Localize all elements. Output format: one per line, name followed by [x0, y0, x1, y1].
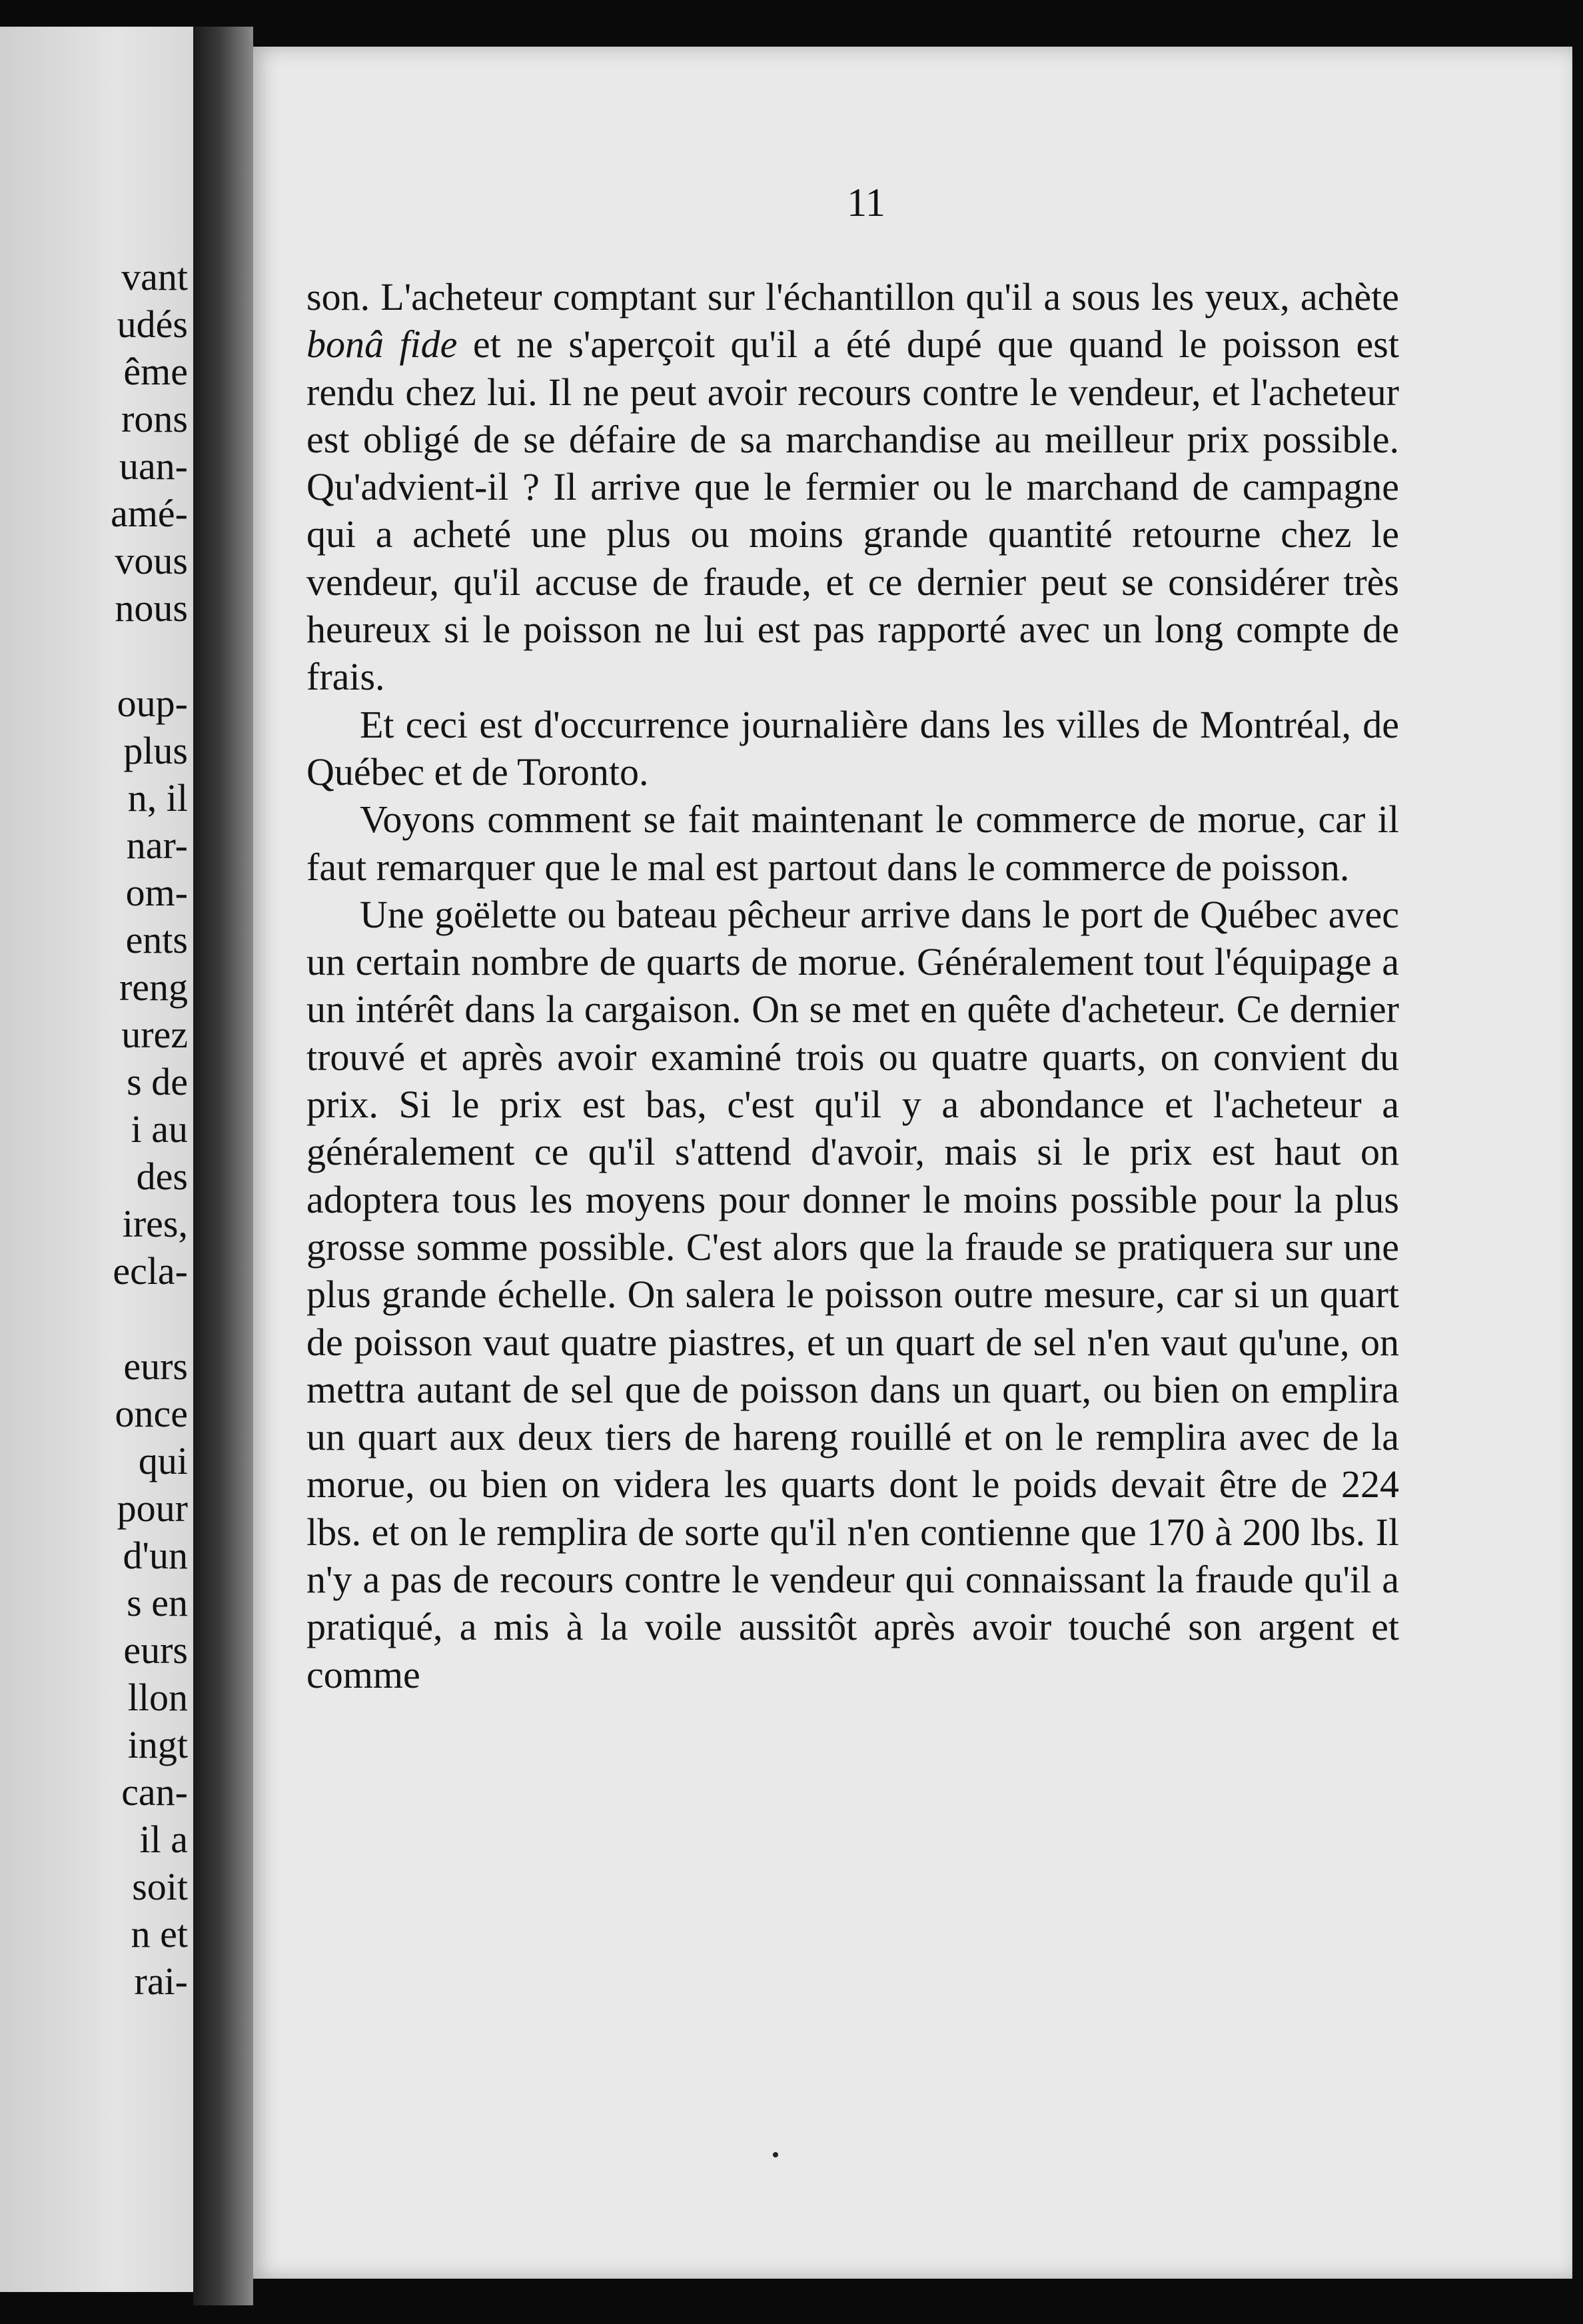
left-fragment: amé-	[111, 492, 188, 535]
paragraph-3: Voyons comment se fait maintenant le commerce de morue, car il faut remarquer que le mal est partout dans le commerce de poisson.	[306, 798, 1399, 889]
bottom-printer-mark	[773, 2152, 778, 2157]
left-fragment: uan-	[119, 444, 188, 488]
left-fragment: can-	[121, 1770, 188, 1814]
book-gutter	[193, 27, 253, 2305]
left-fragment: ingt	[127, 1723, 188, 1766]
paragraph-1	[306, 273, 1399, 701]
left-fragment: n, il	[127, 776, 188, 820]
left-fragment-gap	[111, 1295, 188, 1343]
paragraph-4: Une goëlette ou bateau pêcheur arrive dans le port de Québec avec un certain nombre de quarts de morue. Généralement tout l'équipage a un intérêt dans la cargaison. On se met en quête d'acheteur. Ce dernier trouvé et après avoir examiné trois ou quatre quarts, on convient du prix. Si le prix est bas, c'est qu'il y a abondance et l'acheteur a généralement ce qu'il s'attend d'avoir, mais si le prix est haut on adoptera tous les moyens pour donner le moins possible pour la plus grosse somme possible. C'est alors que la fraude se pratiquera sur une plus grande échelle. On salera le poisson outre mesure, car si un quart de poisson vaut quatre piastres, et un quart de sel n'en vaut qu'une, on mettra autant de sel que de poisson dans un quart, ou bien on emplira un quart aux deux tiers de hareng rouillé et on le remplira avec de la morue, ou bien on videra les quarts dont le poids devait être de 224 lbs. et on le remplira de sorte qu'il n'en contienne que 170 à 200 lbs. Il n'y a pas de recours contre le vendeur qui connaissant la fraude qu'il a pratiqué, a mis à la voile aussitôt après avoir touché son argent et comme	[306, 892, 1399, 1696]
left-fragment: urez	[121, 1013, 188, 1056]
left-fragment-gap	[111, 632, 188, 680]
left-page-text-fragments	[111, 253, 188, 2005]
left-fragment: llon	[127, 1676, 188, 1719]
page-number: 11	[847, 181, 885, 225]
left-fragment: udés	[117, 302, 188, 346]
left-fragment: om-	[125, 871, 188, 914]
left-fragment: plus	[123, 729, 188, 772]
left-fragment: soit	[132, 1865, 188, 1908]
left-fragment: pour	[117, 1486, 188, 1530]
left-fragment: once	[115, 1392, 188, 1435]
left-fragment: ecla-	[113, 1249, 188, 1293]
left-fragment: nar-	[126, 824, 188, 867]
left-fragment: rai-	[134, 1960, 188, 2003]
left-fragment: eurs	[123, 1628, 188, 1672]
left-fragment: qui	[138, 1439, 188, 1482]
left-fragment: il a	[139, 1818, 188, 1861]
left-fragment: vous	[115, 539, 188, 582]
left-fragment: vant	[121, 255, 188, 298]
left-fragment: d'un	[123, 1534, 188, 1577]
left-fragment: ême	[123, 350, 188, 393]
left-fragment: reng	[119, 965, 188, 1009]
left-fragment: ents	[125, 918, 188, 961]
left-fragment: nous	[115, 586, 188, 630]
paragraph-1-end: et ne s'aperçoit qu'il a été dupé que quand le poisson est rendu chez lui. Il ne peut avoir recours contre le vendeur, et l'acheteur est obligé de se défaire de sa marchandise au meilleur prix possible. Qu'advient-il ? Il arrive que le fermier ou le marchand de campagne qui a acheté une plus ou moins grande quantité retourne chez le vendeur, qu'il accuse de fraude, et ce dernier peut se considérer très heureux si le poisson ne lui est pas rapporté avec un long compte de frais.	[306, 322, 1399, 699]
left-fragment: s de	[127, 1060, 188, 1103]
left-fragment: rons	[121, 397, 188, 440]
left-fragment: i au	[131, 1107, 188, 1151]
left-fragment: s en	[127, 1581, 188, 1624]
paragraph-2: Et ceci est d'occurrence journalière dans les villes de Montréal, de Québec et de Toronto.	[306, 702, 1399, 794]
left-fragment: oup-	[117, 682, 188, 725]
paragraph-1-start: son. L'acheteur comptant sur l'échantillon qu'il a sous les yeux, achète	[306, 275, 1399, 318]
left-page-edge	[0, 27, 193, 2292]
italic-latin-phrase: bonâ fide	[306, 322, 458, 366]
body-text	[306, 273, 1399, 1698]
left-fragment: ires,	[122, 1202, 188, 1245]
left-fragment: eurs	[123, 1345, 188, 1388]
left-fragment: des	[136, 1155, 188, 1198]
left-fragment: n et	[131, 1912, 188, 1956]
